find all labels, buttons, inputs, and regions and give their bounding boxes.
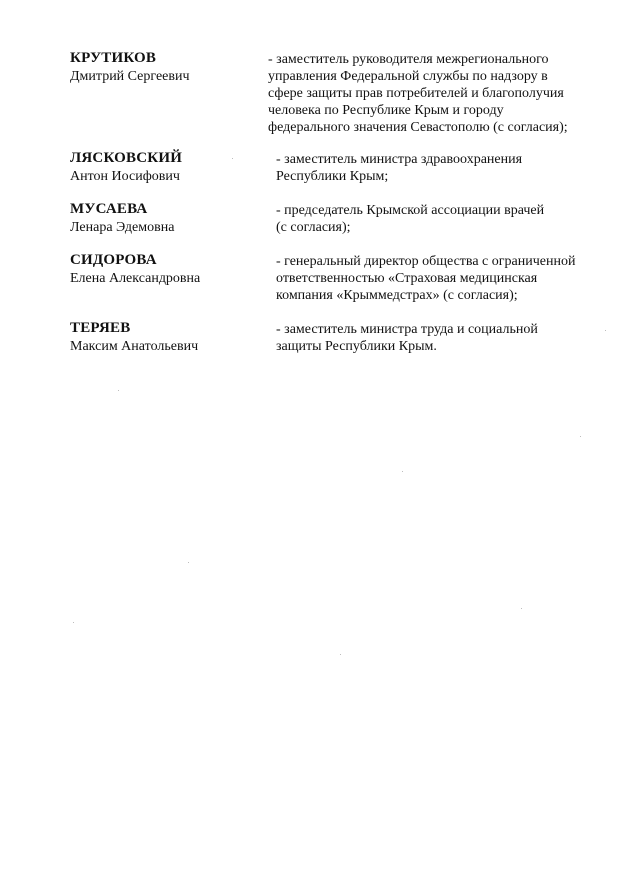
role-line: управления Федеральной службы по надзору в [268, 69, 548, 84]
member-surname: КРУТИКОВ [70, 50, 157, 66]
member-surname: СИДОРОВА [70, 252, 157, 268]
member-surname: МУСАЕВА [70, 201, 148, 217]
role-line: федерального значения Севастополю (с согласия); [268, 120, 568, 135]
member-given-name: Антон Иосифович [70, 169, 180, 184]
scan-speck [188, 562, 189, 563]
role-line: Республики Крым; [276, 169, 389, 184]
role-line: (с согласия); [276, 220, 351, 235]
member-given-name: Максим Анатольевич [70, 339, 199, 354]
scan-speck [232, 158, 233, 159]
role-line: ответственностью «Страховая медицинская [276, 271, 538, 286]
member-role [268, 51, 568, 136]
role-line: защиты Республики Крым. [276, 339, 437, 354]
member-role [276, 253, 575, 304]
scan-speck [580, 436, 581, 437]
member-given-name: Дмитрий Сергеевич [70, 69, 190, 84]
member-role [276, 321, 538, 355]
role-line: человека по Республике Крым и городу [268, 103, 504, 118]
role-line: - генеральный директор общества с ограниченной [276, 254, 576, 269]
scan-speck [340, 654, 341, 655]
scan-speck [521, 608, 522, 609]
role-line: - заместитель министра здравоохранения [276, 152, 523, 167]
member-role [276, 202, 544, 236]
role-line: сфере защиты прав потребителей и благополучия [268, 86, 564, 101]
scan-speck [118, 390, 119, 391]
member-surname: ЛЯСКОВСКИЙ [70, 150, 183, 166]
scan-speck [402, 471, 403, 472]
member-given-name: Ленара Эдемовна [70, 220, 175, 235]
member-surname: ТЕРЯЕВ [70, 320, 131, 336]
scan-speck [73, 622, 74, 623]
scan-speck [605, 330, 606, 331]
role-line: - председатель Крымской ассоциации врачей [276, 203, 545, 218]
member-given-name: Елена Александровна [70, 271, 201, 286]
role-line: - заместитель министра труда и социальной [276, 322, 538, 337]
role-line: компания «Крыммедстрах» (с согласия); [276, 288, 518, 303]
role-line: - заместитель руководителя межрегионального [268, 52, 549, 67]
member-role [276, 151, 522, 185]
